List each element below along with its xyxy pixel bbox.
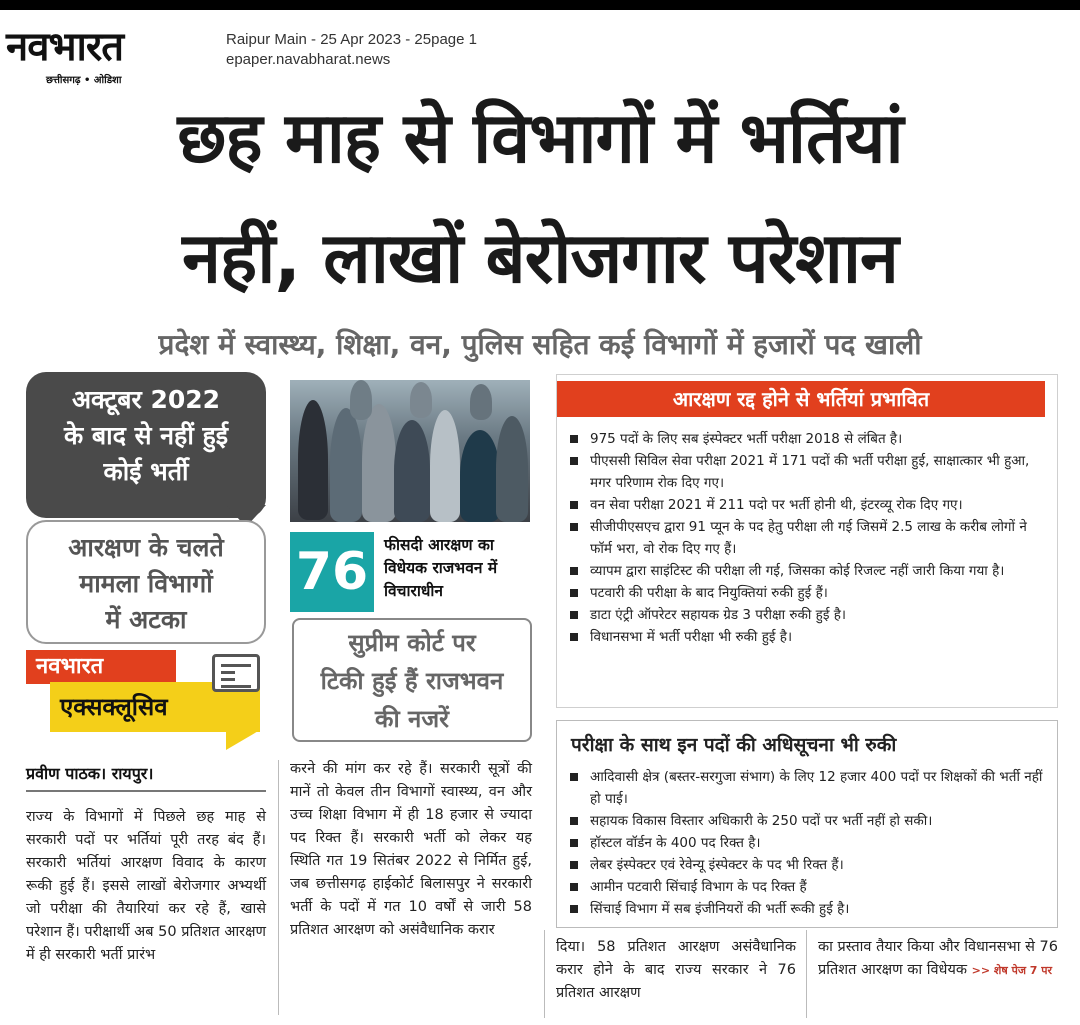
list-item: व्यापम द्वारा साइंटिस्ट की परीक्षा ली गई, जिसका कोई रिजल्ट नहीं जारी किया गया है।	[562, 560, 1052, 582]
list-item: पटवारी की परीक्षा के बाद नियुक्तियां रुकी हुई हैं।	[562, 582, 1052, 604]
masthead	[0, 10, 1080, 90]
subheadline: प्रदेश में स्वास्थ्य, शिक्षा, वन, पुलिस सहित कई विभागों में हजारों पद खाली	[158, 328, 922, 361]
callout-light-line: मामला विभागों	[79, 569, 213, 598]
list-item: लेबर इंस्पेक्टर एवं रेवेन्यू इंस्पेक्टर के पद भी रिक्त हैं।	[562, 854, 1054, 876]
exclusive-badge	[26, 650, 266, 750]
headline-line-1: छह माह से विभागों में भर्तियां	[177, 97, 903, 179]
list-item: सिंचाई विभाग में सब इंजीनियरों की भर्ती रूकी हुई है।	[562, 898, 1054, 920]
article-body-col1: राज्य के विभागों में पिछले छह माह से सरकारी पदों पर भर्तियां पूरी तरह बंद हैं। सरकारी भर्तियां आरक्षण विवाद के कारण रूकी हुई हैं। इससे लाखों बेरोजगार अभ्यर्थी जो परीक्षा की तैयारियां कर रहे हैं, खासे परेशान हैं। परीक्षार्थी अब 50 प्रतिशत आरक्षण में ही सरकारी भर्ती प्रारंभ	[26, 809, 266, 963]
headline-line-2: नहीं, लाखों बेरोजगार परेशान	[182, 217, 898, 299]
quote-line: टिकी हुई हैं राजभवन	[320, 667, 504, 695]
newspaper-logo	[6, 24, 206, 84]
list-item: सीजीपीएसएच द्वारा 91 प्यून के पद हेतु परीक्षा ली गई जिसमें 2.5 लाख के करीब लोगों ने फॉर्म भरा, वो रोक दिए गए हैं।	[562, 516, 1052, 560]
edition-line: Raipur Main - 25 Apr 2023 - 25page 1	[226, 31, 477, 48]
list-item: विधानसभा में भर्ती परीक्षा भी रुकी हुई है।	[562, 626, 1052, 648]
quote-box	[292, 618, 532, 742]
edition-info	[226, 30, 477, 70]
column-divider	[806, 930, 807, 1018]
column-divider	[544, 930, 545, 1018]
site-url[interactable]: epaper.navabharat.news	[226, 51, 391, 68]
exclusive-brand: नवभारत	[26, 650, 176, 684]
callout-dark-line: के बाद से नहीं हुई	[63, 421, 229, 450]
crowd-photo	[290, 380, 530, 522]
callout-dark	[26, 372, 266, 518]
callout-light-line: में अटका	[105, 605, 187, 634]
list-item: 975 पदों के लिए सब इंस्पेक्टर भर्ती परीक्षा 2018 से लंबित है।	[562, 428, 1052, 450]
byline: प्रवीण पाठक। रायपुर।	[26, 762, 266, 792]
notifications-halted-list	[562, 766, 1054, 920]
newspaper-icon	[212, 654, 260, 692]
list-item: पीएससी सिविल सेवा परीक्षा 2021 में 171 पदों की भर्ती परीक्षा हुई, साक्षात्कार भी हुआ, मगर परिणाम रोक दिए गए।	[562, 450, 1052, 494]
box1-title: आरक्षण रद्द होने से भर्तियां प्रभावित	[557, 381, 1045, 417]
logo-text: नवभारत	[6, 24, 124, 70]
list-item: आमीन पटवारी सिंचाई विभाग के पद रिक्त हैं	[562, 876, 1054, 898]
callout-dark-line: कोई भर्ती	[103, 457, 189, 486]
callout-dark-line: अक्टूबर 2022	[71, 385, 221, 414]
article-body-col3: दिया। 58 प्रतिशत आरक्षण असंवैधानिक करार होने के बाद राज्य सरकार ने 76 प्रतिशत आरक्षण	[556, 939, 796, 1001]
article-body-col4-text: का प्रस्ताव तैयार किया और विधानसभा से 76 प्रतिशत आरक्षण का विधेयक	[818, 939, 1058, 978]
list-item: वन सेवा परीक्षा 2021 में 211 पदो पर भर्ती होनी थी, इंटरव्यू रोक दिए गए।	[562, 494, 1052, 516]
list-item: आदिवासी क्षेत्र (बस्तर-सरगुजा संभाग) के लिए 12 हजार 400 पदों पर शिक्षकों की भर्ती नहीं हो पाई।	[562, 766, 1054, 810]
column-divider	[278, 760, 279, 1015]
list-item: सहायक विकास विस्तार अधिकारी के 250 पदों पर भर्ती नहीं हो सकी।	[562, 810, 1054, 832]
continued-link[interactable]: >> शेष पेज 7 पर	[971, 964, 1053, 977]
exclusive-label: एक्सक्लूसिव	[50, 682, 260, 732]
stat-value: 76	[290, 532, 374, 612]
list-item: हॉस्टल वॉर्डन के 400 पद रिक्त है।	[562, 832, 1054, 854]
article-body-col4	[818, 936, 1058, 982]
top-border	[0, 0, 1080, 10]
list-item: डाटा एंट्री ऑपरेटर सहायक ग्रेड 3 परीक्षा रुकी हुई है।	[562, 604, 1052, 626]
exclusive-tail	[226, 730, 260, 750]
stat-caption: फीसदी आरक्षण का विधेयक राजभवन में विचाराधीन	[384, 536, 498, 600]
box2-title: परीक्षा के साथ इन पदों की अधिसूचना भी रुकी	[571, 734, 897, 756]
quote-line: की नजरें	[375, 705, 449, 733]
logo-subtitle: छत्तीसगढ़ • ओडिशा	[46, 75, 122, 86]
callout-light-line: आरक्षण के चलते	[68, 533, 224, 562]
callout-light	[26, 520, 266, 644]
quote-line: सुप्रीम कोर्ट पर	[348, 629, 476, 657]
affected-recruitments-list	[562, 428, 1052, 648]
article-body-col2: करने की मांग कर रहे हैं। सरकारी सूत्रों की मानें तो केवल तीन विभागों स्वास्थ्य, वन और उच्च शिक्षा विभाग में ही 18 हजार से ज्यादा पद रिक्त हैं। सरकारी भर्ती को लेकर यह स्थिति गत 19 सितंबर 2022 से निर्मित हुई, जब छत्तीसगढ़ हाईकोर्ट बिलासपुर ने सरकारी भर्ती के पदों में गत 10 वर्षों से जारी 58 प्रतिशत आरक्षण को असंवैधानिक करार	[290, 761, 532, 938]
